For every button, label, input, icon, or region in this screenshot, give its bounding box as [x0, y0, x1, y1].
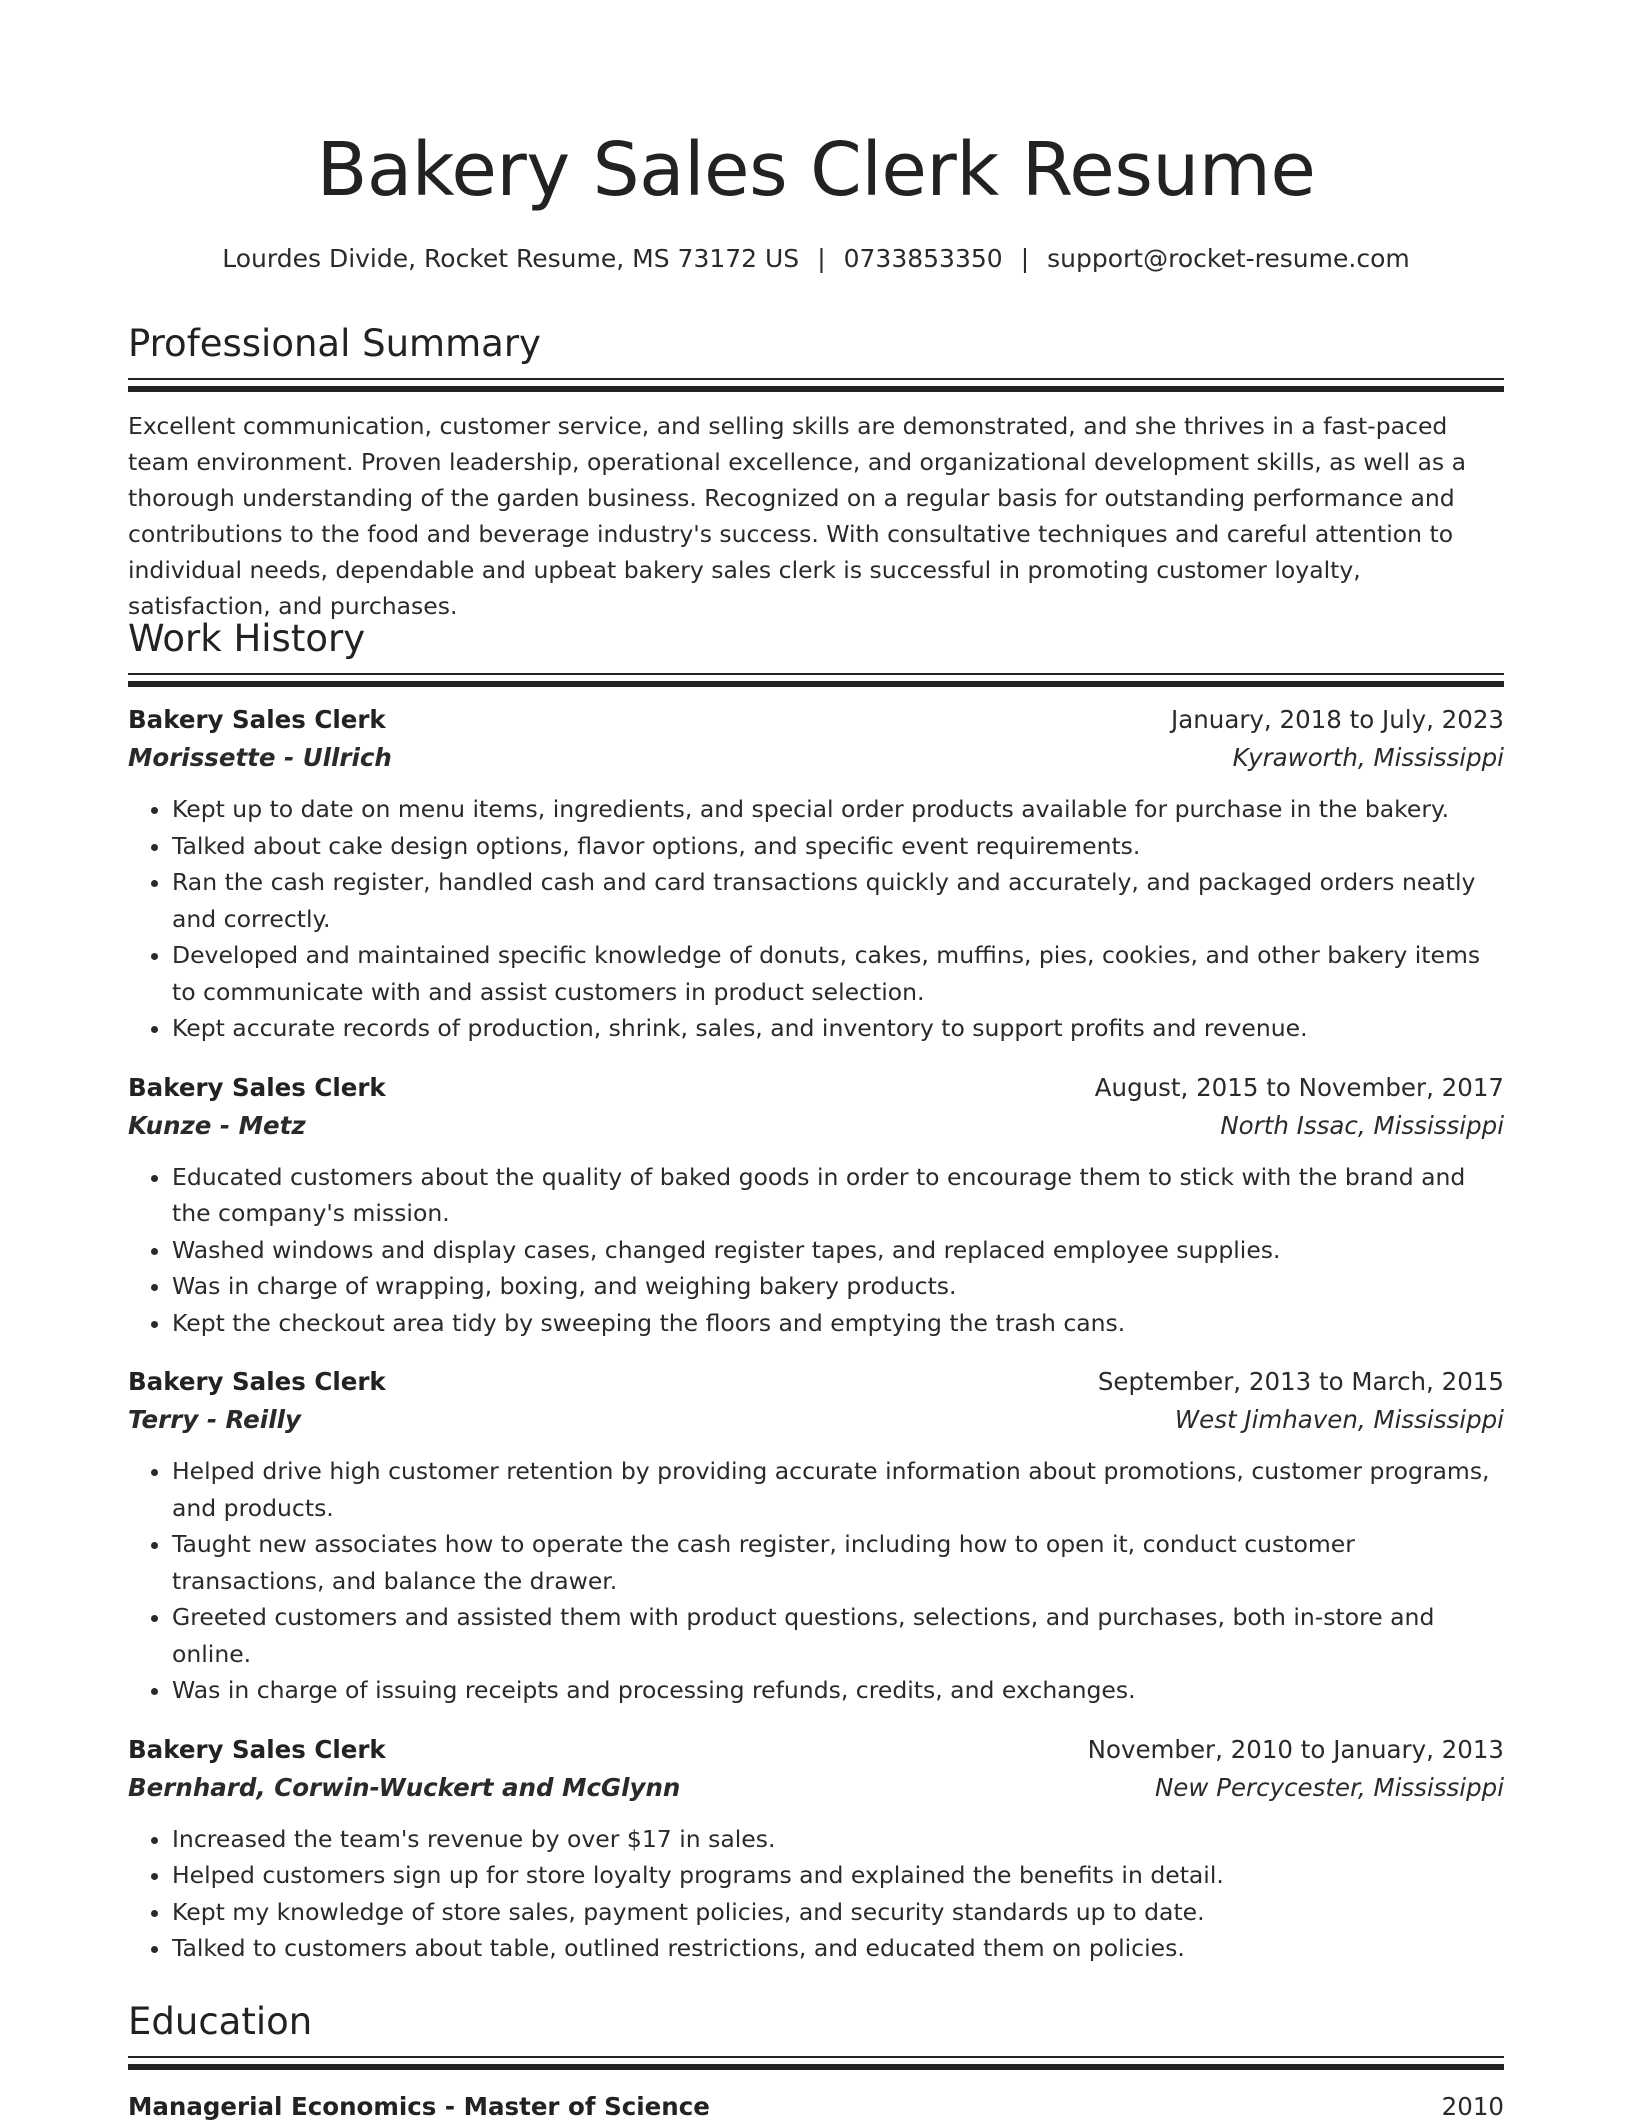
resume-title: Bakery Sales Clerk Resume — [316, 127, 1316, 213]
work-history-section — [128, 615, 1504, 1967]
list-item: • Greeted customers and assisted them with product questions, selections, and purchases, both in-store and online. — [172, 1599, 1504, 1672]
job-bullets — [128, 1159, 1504, 1342]
job-location: West Jimhaven, Mississippi — [1174, 1405, 1504, 1434]
job-company: Kunze - Metz — [128, 1110, 306, 1140]
professional-summary-section — [128, 320, 1504, 648]
list-item: • Kept my knowledge of store sales, payment policies, and security standards up to date. — [172, 1894, 1504, 1931]
section-divider — [128, 2056, 1504, 2070]
summary-text: Excellent communication, customer service, and selling skills are demonstrated, and she thrives in a fast-paced team environment. Proven leadership, operational excellence, and organizational development skills, as well as a thorough understanding of the garden business. Recognized on a regular basis for outstanding performance and contributions to the food and beverage industry's success. With consultative techniques and careful attention to individual needs, dependable and upbeat bakery sales clerk is successful in promoting customer loyalty, satisfaction, and purchases. — [128, 412, 1467, 620]
list-item: • Kept up to date on menu items, ingredients, and special order products available for purchase in the bakery. — [172, 791, 1504, 828]
contact-separator: | — [817, 244, 826, 273]
contact-email[interactable]: support@rocket-resume.com — [1047, 244, 1410, 273]
job-bullets — [128, 1821, 1504, 1967]
list-item: • Helped drive high customer retention by providing accurate information about promotions, customer programs, and products. — [172, 1453, 1504, 1526]
degree: Managerial Economics - Master of Science — [128, 2092, 710, 2121]
job-company: Morissette - Ullrich — [128, 743, 392, 772]
job-title: Bakery Sales Clerk — [128, 1367, 386, 1396]
job-location: New Percycester, Mississippi — [1154, 1772, 1504, 1802]
list-item: • Was in charge of issuing receipts and processing refunds, credits, and exchanges. — [172, 1672, 1504, 1709]
list-item: • Educated customers about the quality of baked goods in order to encourage them to stick with the brand and the company's mission. — [172, 1159, 1504, 1232]
education-entry — [128, 2088, 1504, 2126]
contact-phone: 0733853350 — [843, 244, 1003, 273]
job-company: Terry - Reilly — [128, 1405, 301, 1434]
resume-page — [128, 0, 1504, 2121]
section-divider — [128, 673, 1504, 687]
section-heading: Education — [128, 2000, 313, 2043]
contact-line — [128, 242, 1504, 276]
list-item: • Taught new associates how to operate the cash register, including how to open it, conduct customer transactions, and balance the drawer. — [172, 1526, 1504, 1599]
list-item: • Kept accurate records of production, shrink, sales, and inventory to support profits and revenue. — [172, 1010, 1504, 1047]
education-section — [128, 1998, 1504, 2126]
contact-address: Lourdes Divide, Rocket Resume, MS 73172 US — [222, 244, 800, 273]
section-heading: Work History — [128, 617, 366, 660]
job-entry — [128, 1731, 1504, 1967]
list-item: • Helped customers sign up for store loyalty programs and explained the benefits in detail. — [172, 1857, 1504, 1894]
job-entry — [128, 1069, 1504, 1342]
job-title: Bakery Sales Clerk — [128, 1072, 386, 1102]
job-title: Bakery Sales Clerk — [128, 705, 386, 734]
job-location: North Issac, Mississippi — [1220, 1110, 1504, 1140]
job-dates: September, 2013 to March, 2015 — [1097, 1367, 1504, 1396]
list-item: • Talked about cake design options, flavor options, and specific event requirements. — [172, 828, 1504, 865]
section-divider — [128, 378, 1504, 392]
job-bullets — [128, 791, 1504, 1047]
list-item: • Talked to customers about table, outlined restrictions, and educated them on policies. — [172, 1930, 1504, 1967]
list-item: • Washed windows and display cases, changed register tapes, and replaced employee supplies. — [172, 1232, 1504, 1269]
job-location: Kyraworth, Mississippi — [1232, 743, 1504, 772]
job-title: Bakery Sales Clerk — [128, 1734, 386, 1764]
list-item: • Kept the checkout area tidy by sweeping the floors and emptying the trash cans. — [172, 1305, 1504, 1342]
list-item: • Increased the team's revenue by over $17 in sales. — [172, 1821, 1504, 1858]
job-entry — [128, 1363, 1504, 1709]
job-bullets — [128, 1453, 1504, 1709]
job-company: Bernhard, Corwin-Wuckert and McGlynn — [128, 1772, 681, 1802]
job-dates: August, 2015 to November, 2017 — [1094, 1072, 1504, 1102]
list-item: • Developed and maintained specific knowledge of donuts, cakes, muffins, pies, cookies, and other bakery items to communicate with and assist customers in product selection. — [172, 937, 1504, 1010]
list-item: • Was in charge of wrapping, boxing, and weighing bakery products. — [172, 1268, 1504, 1305]
job-dates: January, 2018 to July, 2023 — [1171, 705, 1504, 734]
section-heading: Professional Summary — [128, 322, 541, 365]
list-item: • Ran the cash register, handled cash and card transactions quickly and accurately, and packaged orders neatly and correctly. — [172, 864, 1504, 937]
job-entry — [128, 701, 1504, 1047]
education-year: 2010 — [1441, 2092, 1504, 2121]
job-dates: November, 2010 to January, 2013 — [1087, 1734, 1504, 1764]
contact-separator: | — [1020, 244, 1030, 273]
